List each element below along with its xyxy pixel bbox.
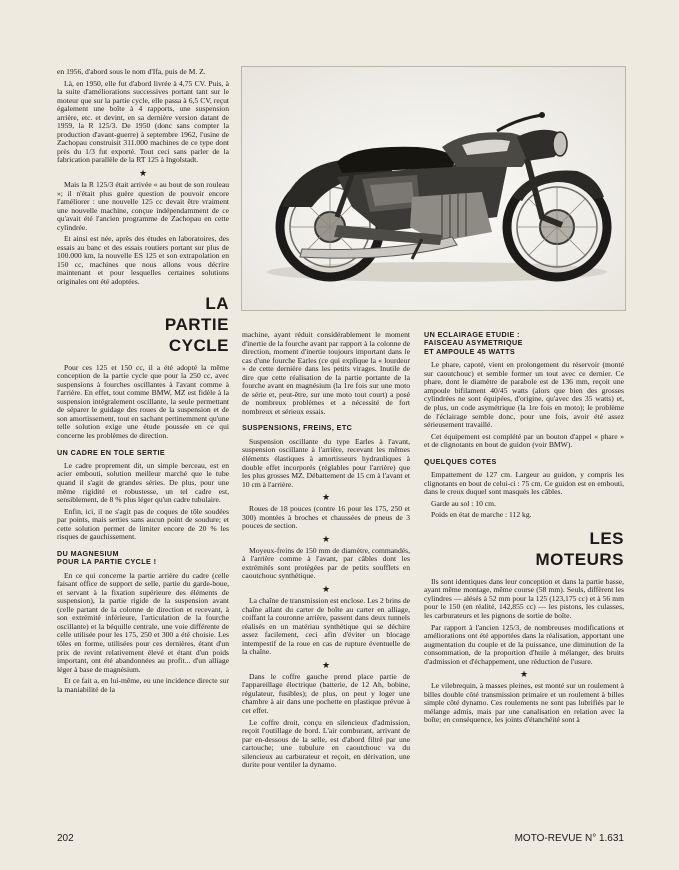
heading-line: MOTEURS <box>535 549 624 569</box>
star-separator-icon: ★ <box>321 533 331 544</box>
star-separator-icon: ★ <box>321 659 331 670</box>
paragraph: Enfin, ici, il ne s'agit pas de coques de tôle soudées par points, mais serties sans aucun point de soudure; et cette solution permet de limiter encore de 20 % les risques de gauchissement. <box>57 506 229 542</box>
subheading-line: DU MAGNESIUM <box>57 548 119 558</box>
subheading <box>424 331 624 356</box>
subheading-line: ET AMPOULE 45 WATTS <box>424 346 516 356</box>
star-separator-icon: ★ <box>519 669 529 680</box>
section-heading-les-moteurs <box>424 528 624 570</box>
subheading: QUELQUES COTES <box>424 456 497 466</box>
subheading: SUSPENSIONS, FREINS, ETC <box>242 423 353 433</box>
paragraph: Mais la R 125/3 était arrivée « au bout de son rouleau »; il n'était plus guère question de pouvoir encore l'améliorer : une nouvelle 125 cc devait être vraiment une nouvelle machine, conçue indépendamment de ce qu'avait été l'ancien programme de Zachopau en cette cylindrée. <box>57 180 229 232</box>
paragraph: en 1956, d'abord sous le nom d'Ifa, puis de M. Z. <box>57 67 206 76</box>
section-heading-partie-cycle <box>57 293 229 356</box>
subheading-line: UN ECLAIRAGE ETUDIE : <box>424 330 520 339</box>
paragraph: En ce qui concerne la partie arrière du cadre (celle faisant office de support de selle, partie du garde-boue, et servant à la fixation supérieure des éléments de suspension), la partie rigide de la suspension avant (celle partant de la colonne de direction et recevant, à son extrémité inférieure, l'articulation de la fourche oscillante) et la béquille centrale, une voie différente de celle utilisée pour les 175, 250 et 300 a été choisie. Les tôles en forme, utilisées pour ces dernières, étant d'un prix de revint relativement élevé et étant d'un poids important, ont été abandonnées au profit... d'un alliage léger à base de magnésium. <box>57 570 229 674</box>
heading-line: LA <box>205 293 229 313</box>
star-separator-icon: ★ <box>321 583 331 594</box>
star-separator-icon: ★ <box>321 492 331 503</box>
subheading <box>57 550 229 567</box>
paragraph: Le phare, capoté, vient en prolongement du réservoir (monté sur caoutchouc) et semble former un tout avec ce dernier. Ce phare, dont le diamètre de parabole est de 136 mm, reçoit une ampoule bifilament 40/45 watts (alors que bien des grosses cylindrées ne sont équipées, d'origine, qu'avec des 35 watts) et, de plus, un code asymétrique (la 1re fois en moto); le problème de l'éclairage semble donc, pour une fois, avoir été assez sérieusement travaillé. <box>424 360 624 430</box>
paragraph: Suspension oscillante du type Earles à l'avant, suspension oscillante à l'arrière, recevant les mêmes éléments élastiques à amortisseurs hydrauliques à double effet incorporés (réglables pour l'arrière) que les plus grosses MZ. Débattement de 15 cm à l'avant et 10 cm à l'arrière. <box>242 436 410 489</box>
paragraph: machine, ayant réduit considérablement le moment d'inertie de la fourche avant par rapport à la colonne de direction, moment d'inertie toujours important dans le cas d'une fourche Earles (ce qui explique la « lourdeur » de cette dernière dans les petits virages. Inutile de dire que cette réalisation de la partie portante de la fourche avant en magnésium (la 1re fois sur une moto de série et, peut-être, sur une moto tout court) a posé de nombreux problèmes et a nécessité de fort nombreux et sérieux essais. <box>242 330 410 416</box>
paragraph: Garde au sol : 10 cm. <box>431 498 496 508</box>
paragraph: Le coffre droit, conçu en silencieux d'admission, reçoit l'outillage de bord. L'air comburant, arrivant de par en-dessous de la selle, est d'abord filtré par une cartouche; une tubulure en caoutchouc va du silencieux au carburateur et reçoit, en dérivation, une durite pour ventiler la dynamo. <box>242 717 410 770</box>
paragraph: Et ainsi est née, après des études en laboratoires, des essais au banc et des essais routiers portant sur plus de 100.000 km, la nouvelle ES 125 et son extrapolation en 150 cc, machines que nous allons vous décrire maintenant et pour lesquelles certaines solutions originales ont été adoptées. <box>57 234 229 287</box>
star-separator-icon: ★ <box>138 168 148 179</box>
paragraph: Par rapport à l'ancien 125/3, de nombreuses modifications et améliorations ont été apportées dans la réalisation, apportant une augmentation du couple et de la puissance, une diminution de la consommation, de la proportion d'huile à mélanger, des bruits d'admission et d'échappement, une réduction de l'usure. <box>424 622 624 666</box>
motorcycle-illustration-icon <box>242 67 625 310</box>
paragraph: Roues de 18 pouces (contre 16 pour les 175, 250 et 300) montées à broches et chaussées de pneus de 3 pouces de section. <box>242 504 410 531</box>
paragraph: Dans le coffre gauche prend place partie de l'appareillage électrique (batterie, de 12 Ah, bobine, régulateur, fusibles); de plus, on peut y loger une chambre à air dans une pochette en plastique prévue à cet effet. <box>242 671 410 715</box>
page-number: 202 <box>57 833 74 844</box>
paragraph: Empattement de 127 cm. Largeur au guidon, y compris les clignotants en bout de celui-ci : 75 cm. Ce guidon est en embouti, dans le creux duquel sont masqués les câbles. <box>424 470 624 497</box>
paragraph: Pour ces 125 et 150 cc, il a été adopté la même conception de la partie cycle que pour la 250 cc, avec suspensions à fourches oscillantes à l'avant comme à l'arrière. En effet, tout comme BMW, MZ est fidèle à la suspension intégralement oscillante, la seule permettant de séparer le guidage des roues de la suspension et de son amortissement, tout en sachant pertinemment qu'une telle solution exige une étude poussée en ce qui concerne les problèmes de direction. <box>57 362 229 440</box>
paragraph: Là, en 1950, elle fut d'abord livrée à 4,75 CV. Puis, à la suite d'améliorations successives portant tant sur le moteur que sur la partie cycle, elle passa à 6,5 CV, reçut également une boîte à 4 rapports, une suspension arrière, etc. et devint, en sa dernière version datant de 1959, la R 125/3. De 1950 (donc sans compter la production d'avant-guerre) à septembre 1962, l'usine de Zachopau construisit 311.000 machines de ce type dont près du 1/3 fut exporté. Tout ceci sans parler de la fabrication parallèle de la RT 125 à Ingolstadt. <box>57 78 229 165</box>
paragraph: Ils sont identiques dans leur conception et dans la partie basse, ayant même montage, même course (58 mm). Seuls, diffèrent les cylindres — alésés à 52 mm pour la 125 (123,175 cc) et à 56 mm pour le 150 (en réalité, 142,855 cc) — les pistons, les culasses, les carburateurs et les pignons de sortie de boîte. <box>424 576 624 621</box>
motorcycle-photo <box>241 66 626 311</box>
paragraph: Cet équipement est complété par un bouton d'appel « phare » et de clignotants en bout de guidon (voir BMW). <box>424 431 624 450</box>
heading-line: CYCLE <box>168 335 229 355</box>
paragraph: Poids en état de marche : 112 kg. <box>431 510 532 520</box>
subheading-line: FAISCEAU ASYMETRIQUE <box>424 338 523 348</box>
magazine-issue: MOTO-REVUE N° 1.631 <box>514 833 624 844</box>
paragraph: Le vilebrequin, à masses pleines, est monté sur un roulement à billes double côté transmission primaire et un roulement à billes simple côté dynamo. Ces roulements ne sont pas lubrifiés par le mélange admis, mais par une canalisation en relation avec la boîte; en conséquence, les joints d'étanchéité sont à <box>424 681 624 725</box>
paragraph: Le cadre proprement dit, un simple berceau, est en acier embouti, solution meilleur marché que le tube quand il s'agit de grandes séries. De plus, pour une même rigidité et robustesse, un tel cadre est, sensiblement, de 8 % plus léger qu'un cadre tubulaire. <box>57 460 229 505</box>
paragraph: Moyeux-freins de 150 mm de diamètre, commandés, à l'arrière comme à l'avant, par câbles dont les extrémités sont protégées par de petits soufflets en caoutchouc synthétique. <box>242 545 410 581</box>
heading-line: LES <box>589 528 624 548</box>
subheading-line: POUR LA PARTIE CYCLE ! <box>57 557 157 567</box>
heading-line: PARTIE <box>164 314 229 334</box>
paragraph: La chaîne de transmission est enclose. Les 2 brins de chaîne allant du carter de boîte au carter en alliage, coiffant la couronne arrière, passent dans deux tunnels réalisés en un matériau synthétique qui se déchire assez facilement, ceci afin d'éviter un blocage intempestif de la roue en cas de rupture éventuelle de la chaîne. <box>242 595 410 657</box>
column-left <box>57 68 229 697</box>
column-middle <box>242 331 410 773</box>
subheading: UN CADRE EN TOLE SERTIE <box>57 447 166 457</box>
paragraph: Et ce fait a, en lui-même, eu une incidence directe sur la maniabilité de la <box>57 676 229 694</box>
column-right <box>424 331 624 728</box>
